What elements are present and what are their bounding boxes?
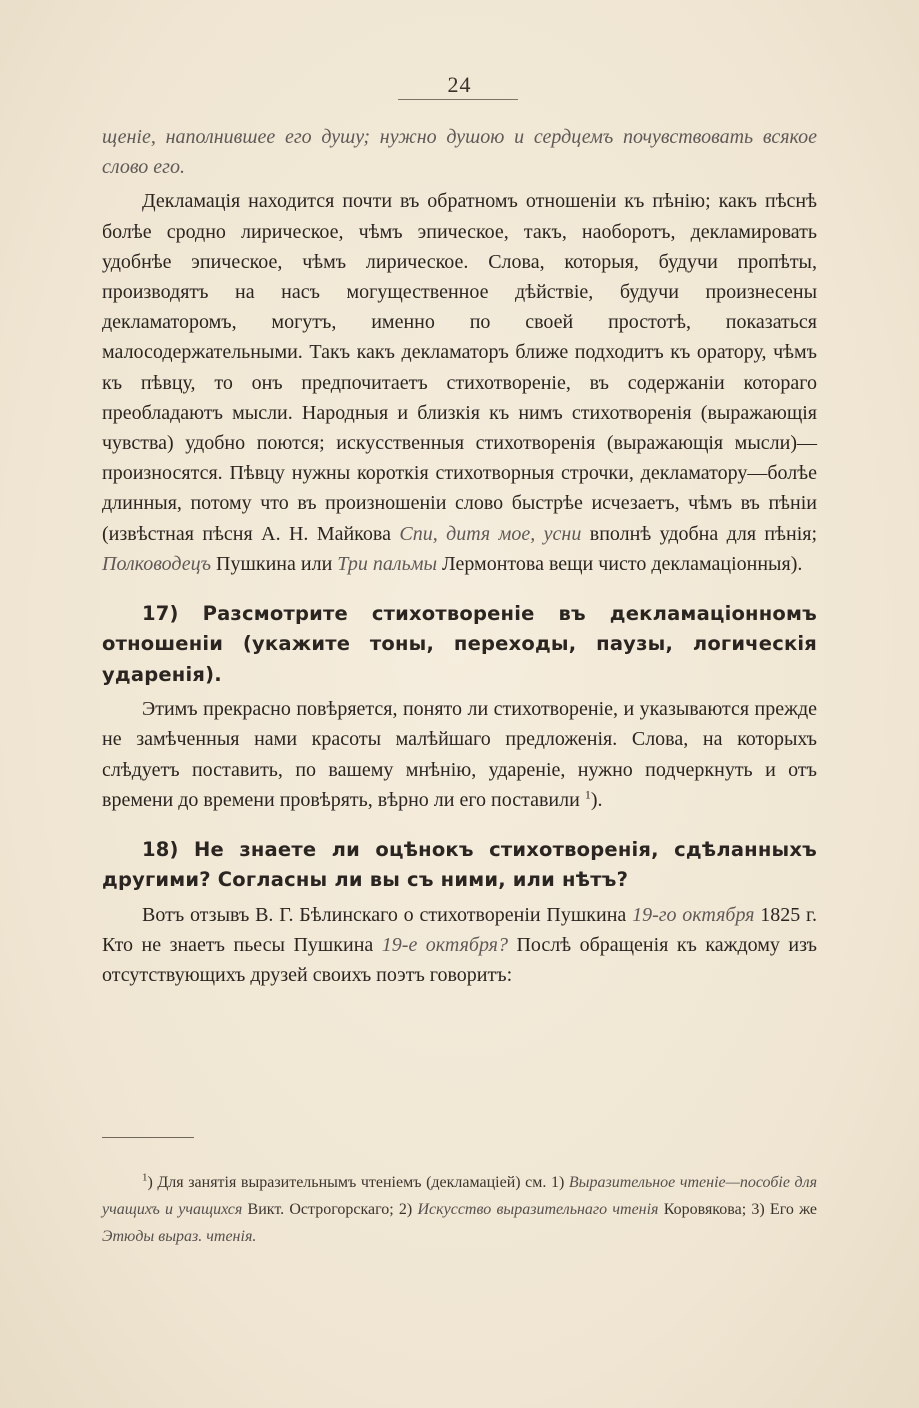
- text-run: ).: [590, 788, 603, 811]
- page-header: [0, 72, 919, 98]
- footnote-text: Коровякова; 3) Его же: [658, 1201, 818, 1218]
- italic-title: Полководецъ: [102, 552, 212, 575]
- header-rule: [398, 99, 518, 100]
- text-run: 1825 г. Кто не знаетъ пьесы Пушкина: [102, 903, 817, 957]
- footnote-text: Викт. Острогорскаго; 2): [242, 1201, 418, 1218]
- declamation-paragraph: [102, 186, 817, 579]
- italic-title: 19-го октября: [632, 903, 755, 926]
- footnote-reference: 1: [584, 787, 591, 802]
- answer-18-paragraph: [102, 900, 817, 991]
- answer-17-paragraph: [102, 694, 817, 815]
- text-run: Декламацiя находится почти въ обратномъ отношенiи къ пѣнiю; какъ пѣснѣ болѣе сродно лирическое, чѣмъ эпическое, такъ, наоборотъ, декламировать удобнѣе эпическое, чѣмъ лирическое. Слова, которыя, будучи пропѣты, производятъ на насъ могущественное дѣйствiе, будучи произнесены декламаторомъ, могутъ, именно по своей простотѣ, показаться малосодержательными. Такъ какъ декламаторъ ближе подходитъ къ оратору, чѣмъ къ пѣвцу, то онъ предпочитаетъ стихотворенiе, въ содержанiи котораго преобладаютъ мысли. Народныя и близкiя къ нимъ стихотворенiя (выражающiя чувства) удобно поются; искусственныя стихотворенiя (выражающiя мысли)—произносятся. Пѣвцу нужны короткiя стихотворныя строчки, декламатору—болѣе длинныя, потому что въ произношенiи слово быстрѣе исчезаетъ, чѣмъ въ пѣнiи (извѣстная пѣсня А. Н. Майкова: [102, 190, 817, 545]
- footnote-text: ) Для занятiя выразительнымъ чтенiемъ (декламацiей) см. 1): [147, 1174, 569, 1191]
- footnote-italic-title: Выразительное чтенiе—пособiе для учащихъ и учащихся: [102, 1174, 818, 1218]
- text-run: вполнѣ удобна для пѣнiя;: [581, 522, 818, 545]
- footnote-mark: 1: [142, 1171, 148, 1184]
- footnote-rule: [102, 1137, 194, 1138]
- text-run: Лермонтова вещи чисто декламацiонныя).: [437, 552, 803, 575]
- footnote: [102, 1169, 817, 1250]
- question-17-heading: 17) Разсмотрите стихотворенiе въ декламацiонномъ отношенiи (укажите тоны, переходы, паузы, логическiя ударенiя).: [102, 602, 817, 686]
- main-text: [102, 122, 817, 991]
- italic-title: Спи, дитя мое, усни: [399, 522, 582, 545]
- text-run: Пушкина или: [211, 552, 338, 575]
- footnote-italic-title: Искусство выразительнаго чтенiя: [417, 1201, 659, 1218]
- text-run: Вотъ отзывъ В. Г. Бѣлинскаго о стихотворенiи Пушкина: [142, 903, 633, 926]
- continued-paragraph: щенiе, наполнившее его душу; нужно душою и сердцемъ почувствовать всякое слово его.: [102, 126, 817, 179]
- text-run: Послѣ обращенiя къ каждому изъ отсутствующихъ друзей своихъ поэтъ говоритъ:: [102, 934, 818, 987]
- italic-title: Три пальмы: [337, 552, 438, 575]
- italic-title: 19-е октября?: [381, 934, 508, 957]
- footnote-italic-title: Этюды выраз. чтенiя.: [102, 1228, 257, 1245]
- page-number: 24: [447, 72, 472, 97]
- text-run: Этимъ прекрасно повѣряется, понято ли стихотворенiе, и указываются прежде не замѣченныя нами красоты малѣйшаго предложенiя. Слова, на которыхъ слѣдуетъ поставить, по вашему мнѣнiю, ударенiе, нужно подчеркнуть и отъ времени до времени провѣрять, вѣрно ли его поставили: [102, 698, 817, 811]
- question-18-heading: 18) Не знаете ли оцѣнокъ стихотворенiя, сдѣланныхъ другими? Согласны ли вы съ ними, или нѣтъ?: [102, 838, 817, 892]
